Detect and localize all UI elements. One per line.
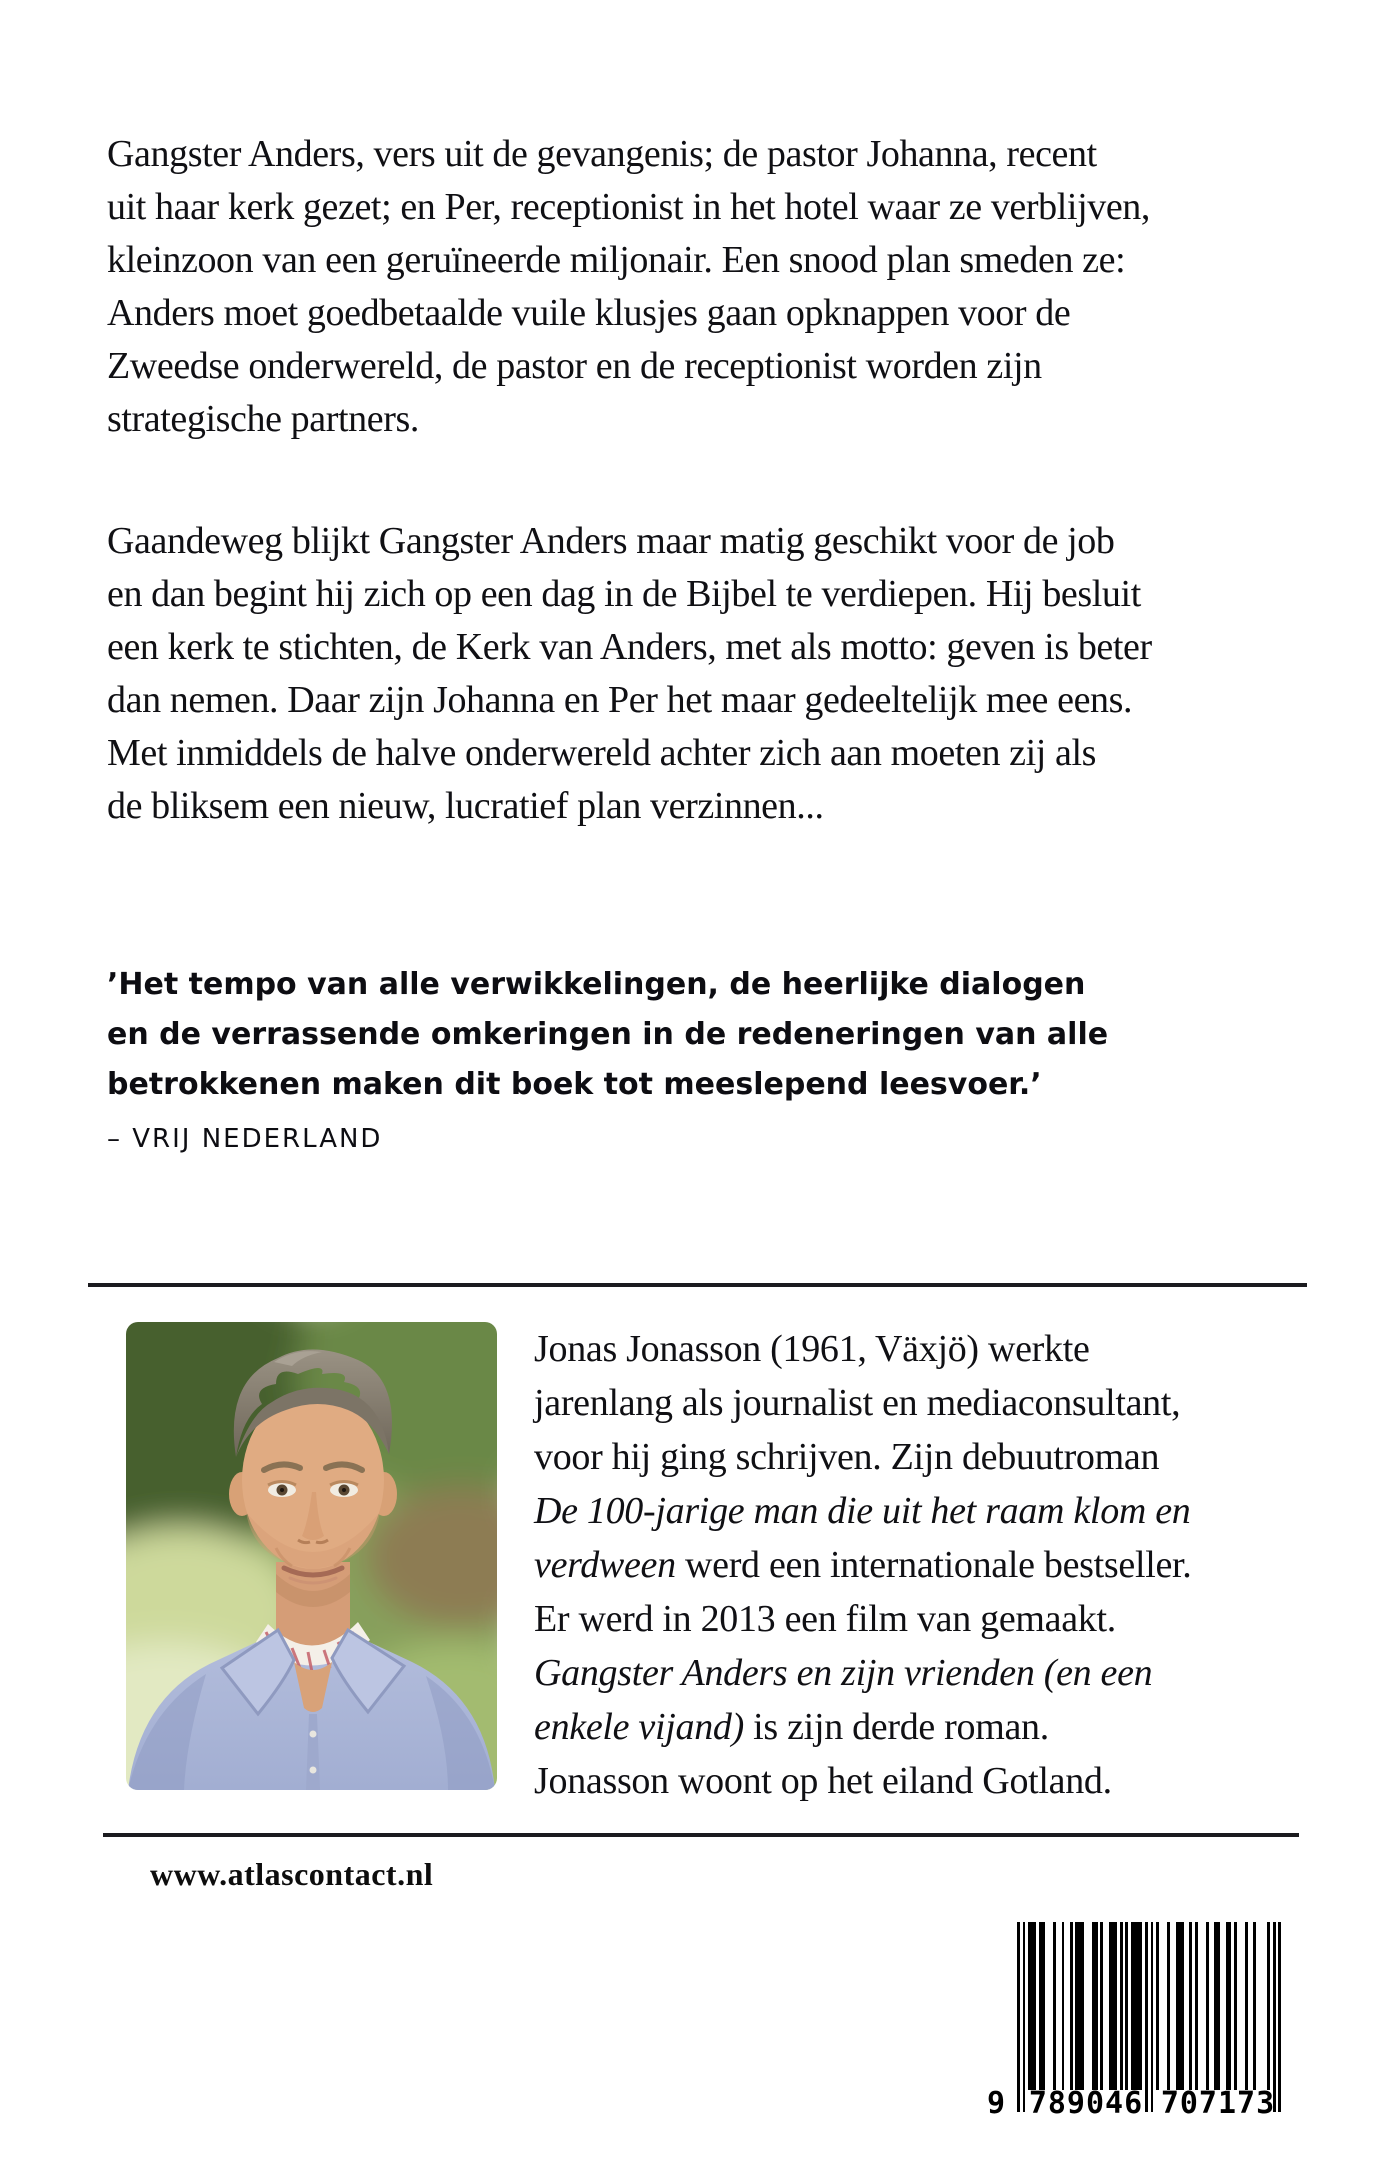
text-line: Jonasson woont op het eiland Gotland. (534, 1760, 1112, 1802)
text-line: de bliksem een nieuw, lucratief plan verzinnen... (107, 785, 824, 827)
text-line: Gangster Anders, vers uit de gevangenis; de pastor Johanna, recent (107, 133, 1097, 175)
text-line: kleinzoon van een geruïneerde miljonair. Een snood plan smeden ze: (107, 239, 1126, 281)
text-line: Jonas Jonasson (1961, Växjö) werkte (534, 1328, 1090, 1370)
text-line: strategische partners. (107, 398, 419, 440)
text-line: De 100-jarige man die uit het raam klom en (534, 1490, 1191, 1532)
text-line: Met inmiddels de halve onderwereld achter zich aan moeten zij als (107, 732, 1097, 774)
text-line: enkele vijand) is zijn derde roman. (534, 1706, 1049, 1748)
barcode-bars (1017, 1922, 1281, 2112)
text-line: ’Het tempo van alle verwikkelingen, de heerlijke dialogen (107, 967, 1086, 1002)
divider-bottom (103, 1833, 1299, 1837)
text-line: Anders moet goedbetaalde vuile klusjes gaan opknappen voor de (107, 292, 1071, 334)
author-photo (126, 1322, 497, 1790)
text-line: en dan begint hij zich op een dag in de Bijbel te verdiepen. Hij besluit (107, 573, 1141, 615)
barcode-digits-group1: 789046 (1028, 2086, 1144, 2121)
text-line: Gangster Anders en zijn vrienden (en een (534, 1652, 1153, 1694)
author-bio (534, 1322, 1192, 1808)
barcode-digit-leading: 9 (987, 2086, 1006, 2121)
text-line: een kerk te stichten, de Kerk van Anders, met als motto: geven is beter (107, 626, 1152, 668)
review-quote (107, 960, 1108, 1110)
text-line: Er werd in 2013 een film van gemaakt. (534, 1598, 1116, 1640)
text-line: betrokkenen maken dit boek tot meeslepend leesvoer.’ (107, 1067, 1042, 1102)
divider-top (88, 1283, 1307, 1287)
text-line: Gaandeweg blijkt Gangster Anders maar matig geschikt voor de job (107, 520, 1115, 562)
barcode-digits-group2: 707173 (1160, 2086, 1276, 2121)
author-photo-illustration (126, 1322, 497, 1790)
text-line: dan nemen. Daar zijn Johanna en Per het maar gedeeltelijk mee eens. (107, 679, 1133, 721)
synopsis-paragraph-2 (107, 515, 1152, 833)
text-line: jarenlang als journalist en mediaconsultant, (534, 1382, 1181, 1424)
barcode (985, 1922, 1295, 2132)
text-line: verdween werd een internationale bestseller. (534, 1544, 1192, 1586)
text-line: en de verrassende omkeringen in de redeneringen van alle (107, 1017, 1109, 1052)
review-attribution: – VRIJ NEDERLAND (107, 1124, 383, 1154)
text-line: uit haar kerk gezet; en Per, receptionist in het hotel waar ze verblijven, (107, 186, 1150, 228)
text-line: Zweedse onderwereld, de pastor en de receptionist worden zijn (107, 345, 1042, 387)
synopsis-paragraph-1 (107, 128, 1150, 446)
text-line: voor hij ging schrijven. Zijn debuutroman (534, 1436, 1160, 1478)
publisher-website: www.atlascontact.nl (150, 1856, 434, 1892)
